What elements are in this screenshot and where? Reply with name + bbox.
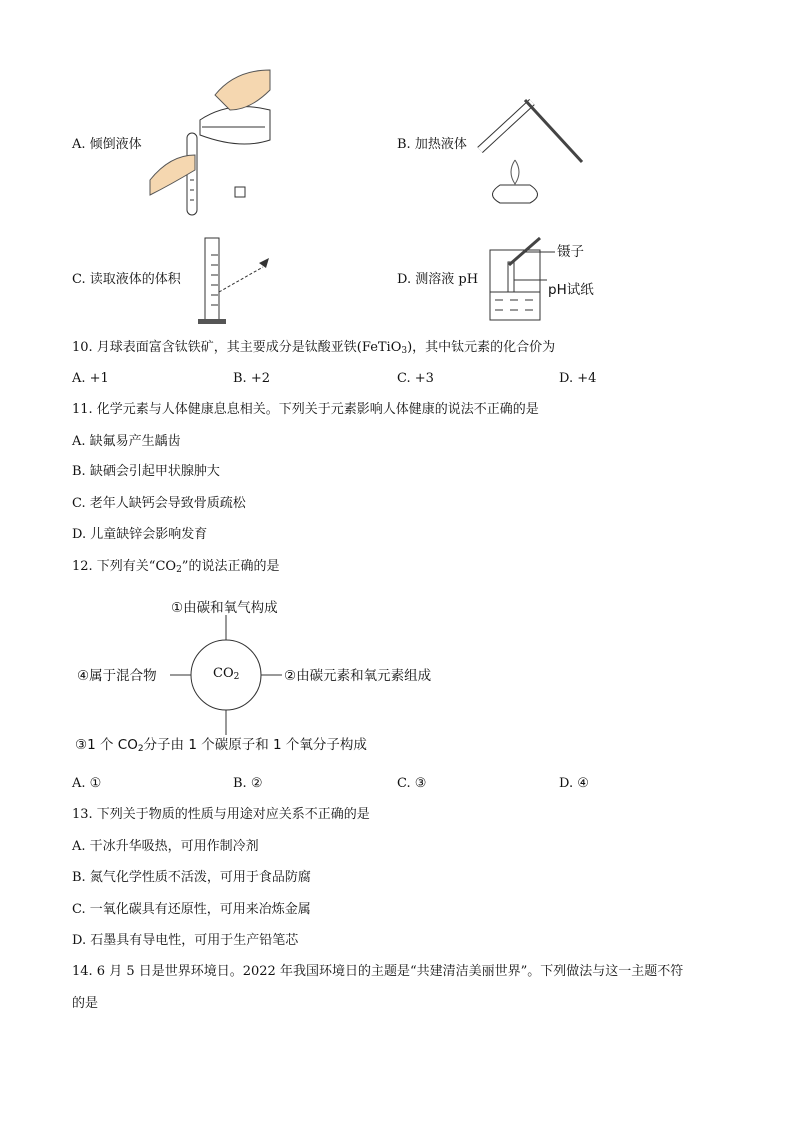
co2-statement-2: ②由碳元素和氧元素组成 (284, 668, 432, 684)
ph-paper-label: pH试纸 (548, 282, 594, 298)
tweezers-label: 镊子 (557, 244, 584, 260)
pour-liquid-figure (145, 65, 275, 225)
q9-option-d: D. 测溶液 pH (397, 272, 479, 287)
q12-option-d: D. ④ (559, 776, 589, 791)
co2-center-label: $CO_2$ (213, 666, 240, 682)
q13-option-b: B. 氮气化学性质不活泼，可用于食品防腐 (72, 870, 311, 885)
q10-option-c: C. +3 (397, 371, 434, 386)
q13-option-d: D. 石墨具有导电性，可用于生产铅笔芯 (72, 933, 299, 948)
q9-option-b: B. 加热液体 (397, 137, 467, 152)
q10-option-a: A. +1 (72, 371, 109, 386)
q14-stem-line2: 的是 (72, 996, 99, 1011)
q11-stem: 11. 化学元素与人体健康息息相关。下列关于元素影响人体健康的说法不正确的是 (72, 402, 539, 417)
q9-option-c: C. 读取液体的体积 (72, 272, 181, 287)
q14-stem-line1: 14. 6 月 5 日是世界环境日。2022 年我国环境日的主题是“共建清洁美丽世界”。下列做法与这一主题不符 (72, 964, 684, 979)
q11-option-c: C. 老年人缺钙会导致骨质疏松 (72, 496, 246, 511)
q11-option-a: A. 缺氟易产生龋齿 (72, 434, 181, 449)
co2-statement-1: ①由碳和氧气构成 (171, 600, 278, 616)
co2-statement-3: ③1 个 $CO_2$分子由 1 个碳原子和 1 个氧分子构成 (75, 737, 367, 754)
q13-option-c: C. 一氧化碳具有还原性，可用来冶炼金属 (72, 902, 311, 917)
q9-option-a: A. 倾倒液体 (72, 137, 142, 152)
read-volume-figure (195, 235, 285, 327)
q12-stem: 12. 下列有关“$CO_2$”的说法正确的是 (72, 559, 280, 575)
q10-option-d: D. +4 (559, 371, 597, 386)
q10-option-b: B. +2 (233, 371, 270, 386)
q12-option-c: C. ③ (397, 776, 427, 791)
q13-stem: 13. 下列关于物质的性质与用途对应关系不正确的是 (72, 807, 370, 822)
q11-option-d: D. 儿童缺锌会影响发育 (72, 527, 208, 542)
heat-liquid-figure (470, 90, 590, 220)
q11-option-b: B. 缺硒会引起甲状腺肿大 (72, 464, 220, 479)
co2-statement-4: ④属于混合物 (77, 668, 157, 684)
q12-option-b: B. ② (233, 776, 263, 791)
q10-stem: 10. 月球表面富含钛铁矿，其主要成分是钛酸亚铁(FeTiO$_3$)，其中钛元素的化合价为 (72, 340, 556, 356)
q13-option-a: A. 干冰升华吸热，可用作制冷剂 (72, 839, 259, 854)
q12-option-a: A. ① (72, 776, 102, 791)
